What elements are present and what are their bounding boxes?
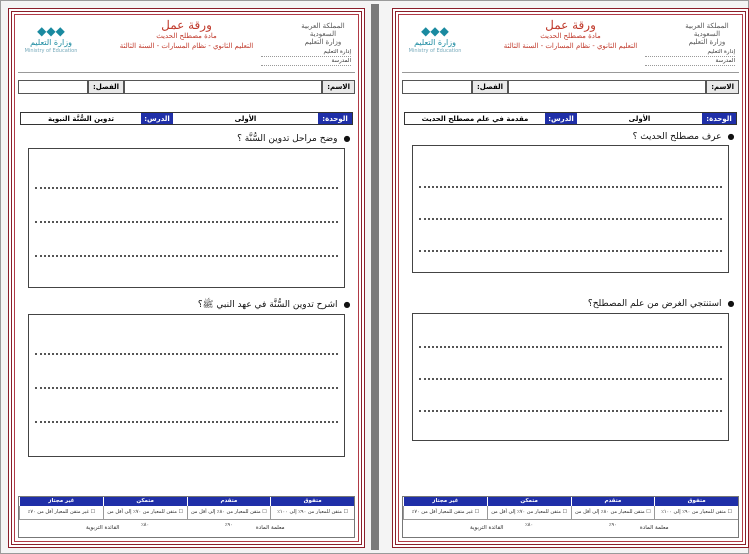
- answer-line: [419, 218, 722, 220]
- lesson-info-bar: [20, 112, 353, 125]
- sheet-title: ورقة عمل: [545, 18, 596, 32]
- answer-line: [419, 346, 722, 348]
- answer-box-2[interactable]: [28, 314, 345, 457]
- header-rule: [402, 72, 739, 73]
- school-label: المدرسة: [645, 57, 735, 66]
- class-label: الفصل:: [88, 80, 124, 94]
- worksheet-left: [8, 8, 365, 548]
- subject-label: مادة مصطلح الحديث: [156, 32, 217, 40]
- question-1: ●عرف مصطلح الحديث ؟: [632, 132, 735, 142]
- sheet-header: [402, 16, 739, 74]
- teacher-signature: معلمة المادة: [639, 525, 669, 531]
- answer-box-1[interactable]: [28, 148, 345, 288]
- level-advanced: متقدم: [187, 497, 271, 506]
- sheet-header: [18, 16, 355, 74]
- level-proficient: متمكن: [103, 497, 187, 506]
- unit-label: الوحدة:: [318, 113, 352, 124]
- signature-row: [19, 520, 354, 537]
- level-advanced: متقدم: [571, 497, 655, 506]
- question-2: ●اشرح تدوين السُّنَّة في عهد النبي ﷺ؟: [197, 300, 351, 310]
- class-field[interactable]: [402, 80, 472, 94]
- ministry-logo: ◆◆◆ وزارة التعليم Ministry of Education: [22, 24, 80, 58]
- level-excellent: متفوق: [270, 497, 354, 506]
- sheet-title-block: [472, 18, 669, 51]
- admin-fields: [645, 48, 735, 66]
- name-bar: [402, 80, 739, 94]
- lesson-value: مقدمة في علم مصطلح الحديث: [405, 113, 545, 124]
- level-label: التعليم الثانوي - نظام المسارات - السنة الثالثة: [503, 42, 638, 50]
- level-label: التعليم الثانوي - نظام المسارات - السنة الثالثة: [119, 42, 254, 50]
- answer-line: [35, 387, 338, 389]
- class-label: الفصل:: [472, 80, 508, 94]
- answer-line: [419, 410, 722, 412]
- level-headers: [403, 497, 738, 506]
- ministry-logo: ◆◆◆ وزارة التعليم Ministry of Education: [406, 24, 464, 58]
- question-1: ●وضح مراحل تدوين السُّنَّة ؟: [237, 134, 351, 144]
- school-label: المدرسة: [261, 57, 351, 66]
- level-not-passed: غير مجتاز: [403, 497, 487, 506]
- class-field[interactable]: [18, 80, 88, 94]
- leader-signature: القائدة التربوية: [86, 525, 120, 531]
- ministry-logo-icon: ◆◆◆: [421, 24, 449, 38]
- bullet-icon: ●: [343, 300, 351, 309]
- sheet-title: ورقة عمل: [161, 18, 212, 32]
- name-label: الاسم:: [706, 80, 739, 94]
- teacher-signature: معلمة المادة: [255, 525, 285, 531]
- criteria-checkbox[interactable]: ☐ غير متقن للمعيار أقل من ٧٠٪: [19, 506, 103, 520]
- kingdom-emblem: المملكة العربية السعودية وزارة التعليم: [301, 22, 345, 46]
- criteria-checkbox[interactable]: ☐ متقن للمعيار من ٩٠٪ إلى ١٠٠٪: [654, 506, 738, 520]
- ministry-logo-icon: ◆◆◆: [37, 24, 65, 38]
- unit-value: الأولى: [173, 113, 318, 124]
- worksheet-right: [392, 8, 749, 548]
- lesson-label: الدرس:: [141, 113, 173, 124]
- name-label: الاسم:: [322, 80, 355, 94]
- bullet-icon: ●: [727, 299, 735, 308]
- leader-signature: القائدة التربوية: [470, 525, 504, 531]
- level-excellent: متفوق: [654, 497, 738, 506]
- unit-value: الأولى: [577, 113, 702, 124]
- criteria-checkbox[interactable]: ☐ متقن للمعيار من ٨٠٪ إلى أقل من ٩٠٪: [187, 506, 271, 520]
- signature-row: [403, 520, 738, 537]
- answer-line: [35, 353, 338, 355]
- answer-box-2[interactable]: [412, 313, 729, 441]
- header-rule: [18, 72, 355, 73]
- lesson-info-bar: [404, 112, 737, 125]
- admin-fields: [261, 48, 351, 66]
- name-field[interactable]: [508, 80, 706, 94]
- criteria-checkbox[interactable]: ☐ متقن للمعيار من ٧٠٪ إلى أقل من ٨٠٪: [487, 506, 571, 520]
- criteria-checkbox[interactable]: ☐ متقن للمعيار من ٨٠٪ إلى أقل من ٩٠٪: [571, 506, 655, 520]
- answer-line: [35, 421, 338, 423]
- criteria-checkbox[interactable]: ☐ متقن للمعيار من ٩٠٪ إلى ١٠٠٪: [270, 506, 354, 520]
- admin-label: إدارة التعليم: [645, 48, 735, 57]
- bullet-icon: ●: [343, 134, 351, 143]
- assessment-footer: [402, 496, 739, 538]
- level-not-passed: غير مجتاز: [19, 497, 103, 506]
- answer-line: [35, 221, 338, 223]
- lesson-label: الدرس:: [545, 113, 577, 124]
- answer-line: [419, 186, 722, 188]
- criteria-checkbox[interactable]: ☐ متقن للمعيار من ٧٠٪ إلى أقل من ٨٠٪: [103, 506, 187, 520]
- assessment-footer: [18, 496, 355, 538]
- page-divider: [371, 4, 379, 550]
- answer-line: [35, 187, 338, 189]
- level-headers: [19, 497, 354, 506]
- sheet-title-block: [88, 18, 285, 51]
- answer-line: [419, 378, 722, 380]
- name-bar: [18, 80, 355, 94]
- name-field[interactable]: [124, 80, 322, 94]
- question-2: ●استنتجي الغرض من علم المصطلح؟: [587, 299, 735, 309]
- level-proficient: متمكن: [487, 497, 571, 506]
- answer-box-1[interactable]: [412, 145, 729, 273]
- bullet-icon: ●: [727, 132, 735, 141]
- subject-label: مادة مصطلح الحديث: [540, 32, 601, 40]
- criteria-checkbox[interactable]: ☐ غير متقن للمعيار أقل من ٧٠٪: [403, 506, 487, 520]
- kingdom-emblem: المملكة العربية السعودية وزارة التعليم: [685, 22, 729, 46]
- answer-line: [419, 250, 722, 252]
- unit-label: الوحدة:: [702, 113, 736, 124]
- answer-line: [35, 255, 338, 257]
- admin-label: إدارة التعليم: [261, 48, 351, 57]
- lesson-value: تدوين السُّنَّة النبوية: [21, 113, 141, 124]
